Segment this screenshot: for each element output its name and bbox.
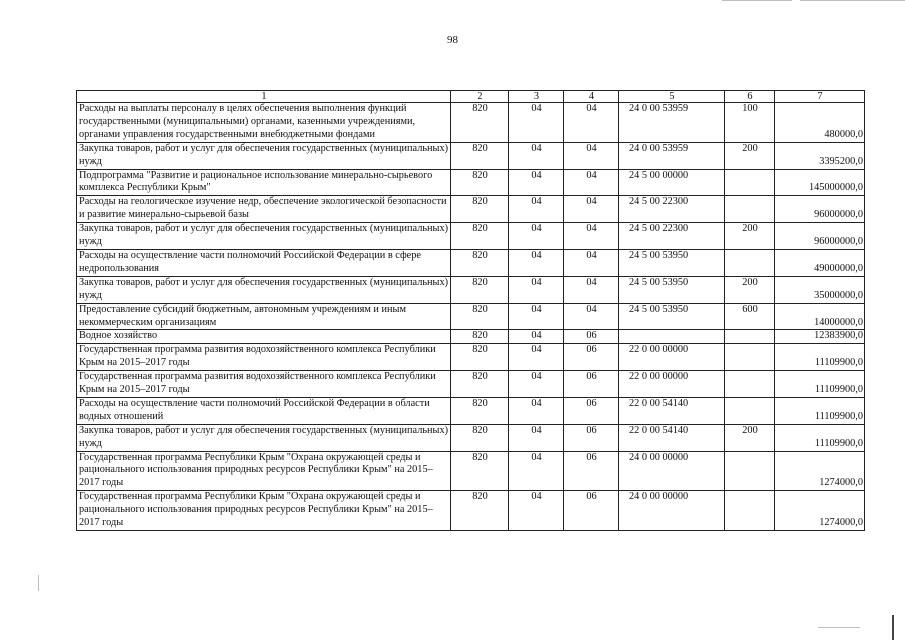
row-subsection-code: 04	[564, 196, 619, 223]
row-subsection-code: 06	[564, 451, 619, 491]
row-grbs-code: 820	[451, 303, 509, 330]
row-subsection-code: 06	[564, 491, 619, 531]
budget-rows	[77, 103, 865, 531]
row-name: Расходы на геологическое изучение недр, обеспечение экологической безопасности и развитие минерально-сырьевой базы	[77, 196, 451, 223]
column-header: 3	[509, 91, 564, 103]
row-amount: 96000000,0	[775, 223, 865, 250]
row-grbs-code: 820	[451, 223, 509, 250]
row-section-code: 04	[509, 276, 564, 303]
row-amount: 480000,0	[775, 103, 865, 143]
page-number: 98	[447, 34, 458, 46]
row-expense-type-code	[725, 491, 775, 531]
row-subsection-code: 06	[564, 397, 619, 424]
row-grbs-code: 820	[451, 491, 509, 531]
row-grbs-code: 820	[451, 142, 509, 169]
row-target-code: 22 0 00 00000	[619, 344, 725, 371]
row-amount: 1274000,0	[775, 451, 865, 491]
row-grbs-code: 820	[451, 196, 509, 223]
table-row	[77, 397, 865, 424]
row-name: Закупка товаров, работ и услуг для обеспечения государственных (муниципальных) нужд	[77, 223, 451, 250]
row-grbs-code: 820	[451, 344, 509, 371]
row-section-code: 04	[509, 491, 564, 531]
scan-edge-mark	[722, 0, 792, 1]
row-expense-type-code: 200	[725, 142, 775, 169]
column-header: 6	[725, 91, 775, 103]
column-header: 1	[77, 91, 451, 103]
table-row	[77, 223, 865, 250]
row-subsection-code: 06	[564, 330, 619, 344]
column-header: 2	[451, 91, 509, 103]
row-subsection-code: 04	[564, 223, 619, 250]
row-name: Предоставление субсидий бюджетным, автономным учреждениям и иным некоммерческим организациям	[77, 303, 451, 330]
row-amount: 11109900,0	[775, 397, 865, 424]
row-grbs-code: 820	[451, 397, 509, 424]
table-row	[77, 371, 865, 398]
row-grbs-code: 820	[451, 330, 509, 344]
row-expense-type-code	[725, 169, 775, 196]
row-target-code: 24 0 00 53959	[619, 142, 725, 169]
budget-table	[76, 90, 865, 531]
column-header: 7	[775, 91, 865, 103]
row-name: Расходы на осуществление части полномочий Российской Федерации в сфере недропользования	[77, 249, 451, 276]
row-amount: 12383900,0	[775, 330, 865, 344]
row-amount: 3395200,0	[775, 142, 865, 169]
row-expense-type-code: 200	[725, 424, 775, 451]
row-section-code: 04	[509, 103, 564, 143]
table-row	[77, 451, 865, 491]
table-row	[77, 424, 865, 451]
table-row	[77, 142, 865, 169]
row-amount: 11109900,0	[775, 424, 865, 451]
row-name: Государственная программа Республики Крым "Охрана окружающей среды и рационального использования природных ресурсов Республики Крым" на 2015–2017 годы	[77, 451, 451, 491]
row-grbs-code: 820	[451, 103, 509, 143]
row-name: Расходы на осуществление части полномочий Российской Федерации в области водных отношений	[77, 397, 451, 424]
table-row	[77, 276, 865, 303]
table-row	[77, 491, 865, 531]
row-subsection-code: 04	[564, 303, 619, 330]
row-target-code: 24 5 00 00000	[619, 169, 725, 196]
row-amount: 1274000,0	[775, 491, 865, 531]
row-target-code: 24 5 00 53950	[619, 303, 725, 330]
table-row	[77, 303, 865, 330]
row-section-code: 04	[509, 371, 564, 398]
row-grbs-code: 820	[451, 424, 509, 451]
row-subsection-code: 04	[564, 249, 619, 276]
row-amount: 11109900,0	[775, 344, 865, 371]
row-section-code: 04	[509, 196, 564, 223]
row-section-code: 04	[509, 169, 564, 196]
row-expense-type-code: 200	[725, 223, 775, 250]
column-number-row	[77, 91, 865, 103]
row-amount: 35000000,0	[775, 276, 865, 303]
row-grbs-code: 820	[451, 451, 509, 491]
row-name: Государственная программа развития водохозяйственного комплекса Республики Крым на 2015–2017 годы	[77, 371, 451, 398]
row-expense-type-code	[725, 196, 775, 223]
row-target-code: 24 5 00 53950	[619, 249, 725, 276]
row-section-code: 04	[509, 249, 564, 276]
row-expense-type-code: 100	[725, 103, 775, 143]
row-target-code: 24 0 00 00000	[619, 451, 725, 491]
row-name: Подпрограмма "Развитие и рациональное использование минерально-сырьевого комплекса Республики Крым"	[77, 169, 451, 196]
row-section-code: 04	[509, 451, 564, 491]
table-row	[77, 196, 865, 223]
row-grbs-code: 820	[451, 371, 509, 398]
row-target-code: 24 0 00 53959	[619, 103, 725, 143]
row-target-code: 24 5 00 22300	[619, 196, 725, 223]
row-expense-type-code	[725, 371, 775, 398]
scan-edge-mark	[800, 0, 905, 1]
row-expense-type-code: 200	[725, 276, 775, 303]
column-header: 4	[564, 91, 619, 103]
row-target-code: 24 5 00 53950	[619, 276, 725, 303]
row-subsection-code: 04	[564, 103, 619, 143]
row-expense-type-code	[725, 397, 775, 424]
row-expense-type-code	[725, 451, 775, 491]
row-name: Водное хозяйство	[77, 330, 451, 344]
row-section-code: 04	[509, 142, 564, 169]
row-subsection-code: 06	[564, 424, 619, 451]
row-subsection-code: 04	[564, 169, 619, 196]
row-target-code: 24 5 00 22300	[619, 223, 725, 250]
table-row	[77, 103, 865, 143]
row-section-code: 04	[509, 223, 564, 250]
row-amount: 96000000,0	[775, 196, 865, 223]
row-subsection-code: 06	[564, 344, 619, 371]
row-subsection-code: 04	[564, 142, 619, 169]
row-expense-type-code: 600	[725, 303, 775, 330]
row-target-code	[619, 330, 725, 344]
row-amount: 11109900,0	[775, 371, 865, 398]
row-subsection-code: 04	[564, 276, 619, 303]
row-target-code: 22 0 00 54140	[619, 397, 725, 424]
row-section-code: 04	[509, 303, 564, 330]
row-amount: 14000000,0	[775, 303, 865, 330]
row-amount: 49000000,0	[775, 249, 865, 276]
scan-edge-mark	[892, 615, 894, 640]
row-expense-type-code	[725, 344, 775, 371]
row-section-code: 04	[509, 424, 564, 451]
row-name: Закупка товаров, работ и услуг для обеспечения государственных (муниципальных) нужд	[77, 276, 451, 303]
row-name: Государственная программа Республики Крым "Охрана окружающей среды и рационального использования природных ресурсов Республики Крым" на 2015–2017 годы	[77, 491, 451, 531]
row-name: Закупка товаров, работ и услуг для обеспечения государственных (муниципальных) нужд	[77, 424, 451, 451]
row-grbs-code: 820	[451, 249, 509, 276]
table-row	[77, 330, 865, 344]
scan-edge-mark	[38, 575, 39, 591]
table-row	[77, 169, 865, 196]
row-name: Закупка товаров, работ и услуг для обеспечения государственных (муниципальных) нужд	[77, 142, 451, 169]
row-expense-type-code	[725, 249, 775, 276]
row-section-code: 04	[509, 397, 564, 424]
row-subsection-code: 06	[564, 371, 619, 398]
row-name: Государственная программа развития водохозяйственного комплекса Республики Крым на 2015–2017 годы	[77, 344, 451, 371]
scan-edge-mark	[818, 627, 860, 628]
row-target-code: 22 0 00 00000	[619, 371, 725, 398]
row-grbs-code: 820	[451, 276, 509, 303]
table-row	[77, 249, 865, 276]
table-row	[77, 344, 865, 371]
row-section-code: 04	[509, 330, 564, 344]
row-expense-type-code	[725, 330, 775, 344]
column-header: 5	[619, 91, 725, 103]
row-target-code: 24 0 00 00000	[619, 491, 725, 531]
row-name: Расходы на выплаты персоналу в целях обеспечения выполнения функций государственными (муниципальными) органами, казенными учреждениями, органами управления государственными внебюджетными фондами	[77, 103, 451, 143]
row-amount: 145000000,0	[775, 169, 865, 196]
row-target-code: 22 0 00 54140	[619, 424, 725, 451]
row-section-code: 04	[509, 344, 564, 371]
row-grbs-code: 820	[451, 169, 509, 196]
